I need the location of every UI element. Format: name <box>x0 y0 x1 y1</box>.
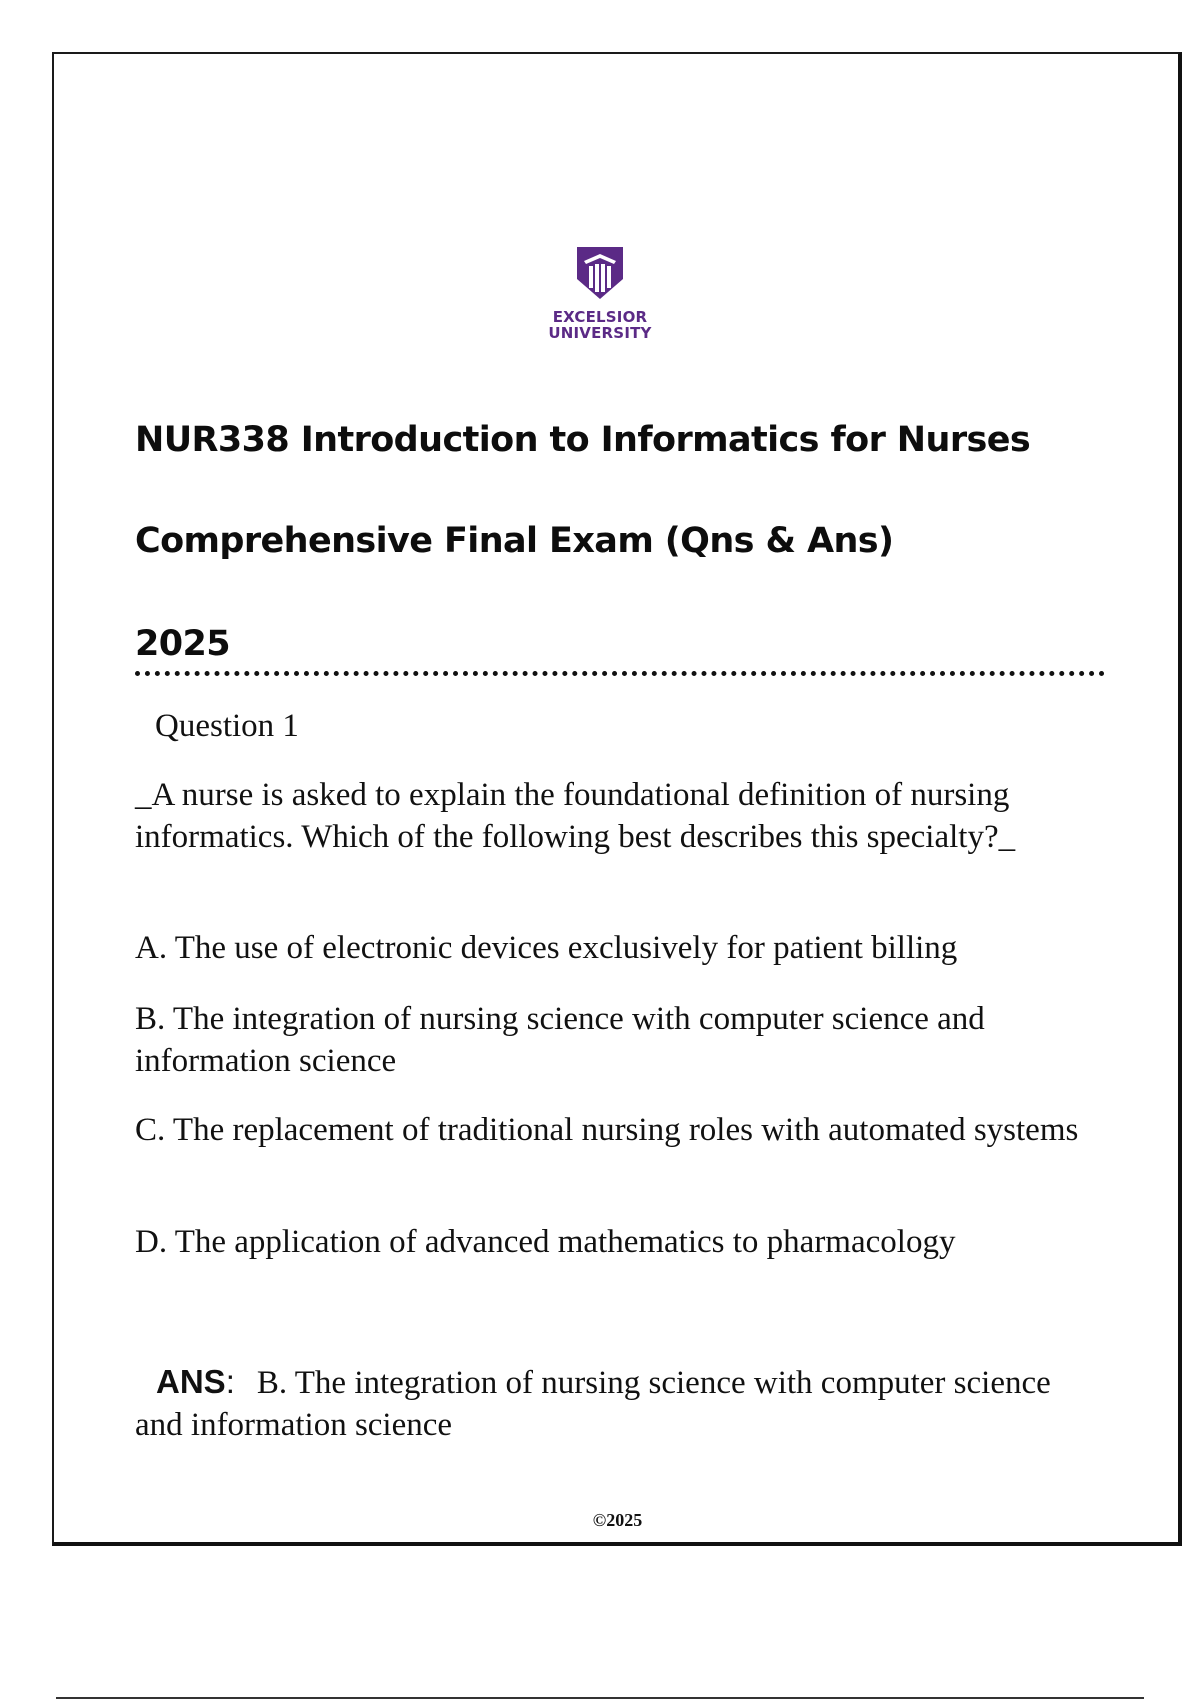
exam-year: 2025 <box>135 624 231 664</box>
copyright-footer: ©2025 <box>592 1510 643 1530</box>
question-label: Question 1 <box>155 708 299 744</box>
option-a: A. The use of electronic devices exclusively for patient billing <box>135 930 958 966</box>
option-c: C. The replacement of traditional nursing roles with automated systems <box>135 1112 1079 1148</box>
logo-line-1: EXCELSIOR <box>552 308 648 326</box>
logo-wordmark <box>538 309 662 341</box>
shield-icon <box>575 245 625 301</box>
answer-label: ANS <box>156 1363 226 1400</box>
answer-text: B. The integration of nursing science with computer science and information science <box>135 1365 1051 1443</box>
exam-title: Comprehensive Final Exam (Qns & Ans) <box>135 521 894 561</box>
option-b: B. The integration of nursing science with computer science and information science <box>135 1001 985 1079</box>
logo-line-2: UNIVERSITY <box>548 324 652 342</box>
next-page-edge <box>56 1697 1144 1699</box>
answer-separator: : <box>225 1363 235 1400</box>
answer-block <box>135 1361 1055 1446</box>
university-logo <box>538 245 662 341</box>
question-text: _A nurse is asked to explain the foundational definition of nursing informatics. Which of the following best describes this specialty?_ <box>135 777 1016 855</box>
option-d: D. The application of advanced mathematics to pharmacology <box>135 1224 956 1260</box>
dotted-divider <box>135 671 1105 676</box>
course-title: NUR338 Introduction to Informatics for Nurses <box>135 420 1031 460</box>
